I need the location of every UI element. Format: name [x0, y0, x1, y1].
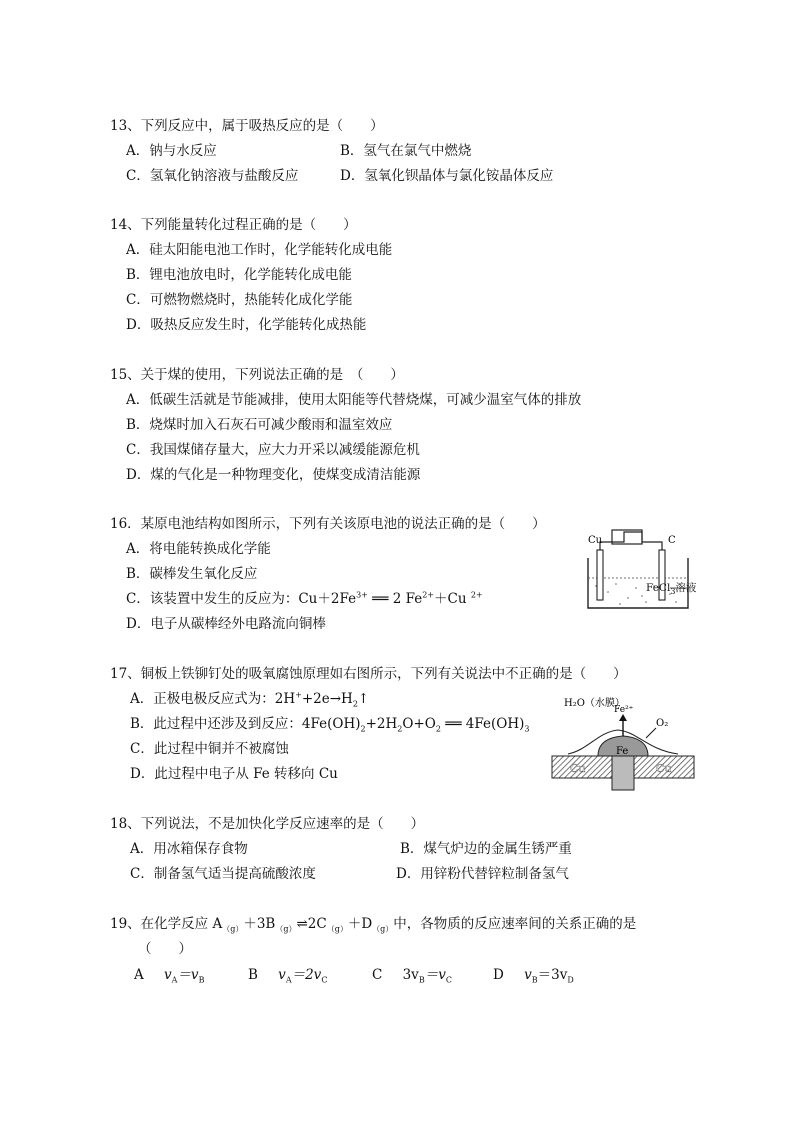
q19-answer-paren: （ ） [138, 941, 192, 957]
q17-o2-label: O₂ [656, 718, 669, 729]
q17-a-sup: + [295, 690, 302, 700]
q17-b-mid: +2H [365, 716, 398, 732]
q19-option-c-sub2: C [445, 975, 452, 985]
q17-b-sub1: 2 [360, 724, 366, 734]
q16-c-mid: ══ 2 Fe [367, 591, 423, 607]
q19-stem-g4: （g） [372, 924, 394, 934]
q17-b-sub4: 3 [524, 724, 530, 734]
q19-option-d [493, 969, 574, 983]
q18-option-b: B．煤气炉边的金属生锈严重 [400, 841, 572, 857]
q19-option-d-sub2: D [567, 975, 574, 985]
q16-c-mid2: ＋Cu [434, 591, 471, 607]
q16-cell-figure [584, 528, 714, 618]
q19-option-d-letter: D [493, 967, 504, 983]
q17-b-sub2: 2 [397, 724, 403, 734]
q17-water-label: H₂O（水膜） [564, 698, 625, 709]
q17-option-a [130, 690, 370, 709]
q17-b-sub3: 2 [435, 724, 441, 734]
q14-option-b: B．锂电池放电时，化学能转化成电能 [126, 267, 352, 283]
q19-option-c-expr: 3v [402, 967, 419, 983]
q15-option-d: D．煤的气化是一种物理变化，使煤变成清洁能源 [126, 467, 421, 483]
q19-option-a-eq: ＝v [177, 967, 199, 983]
q19-equilibrium-arrow: ⇌ [296, 916, 308, 932]
q16-solution-name: FeCl [646, 582, 671, 594]
q17-b-mid3: ══ 4Fe(OH) [440, 716, 525, 732]
q15-option-a: A．低碳生活就是节能减排，使用太阳能等代替烧煤，可减少温室气体的排放 [126, 392, 582, 408]
q14-option-a: A．硅太阳能电池工作时，化学能转化成电能 [126, 242, 393, 258]
q17-a-end: ↑ [357, 691, 370, 707]
q19-option-a-sub2: B [198, 975, 205, 985]
q19-option-a [134, 969, 204, 983]
q17-stem: 17、铜板上铁铆钉处的吸氧腐蚀原理如右图所示，下列有关说法中不正确的是（ ） [110, 666, 627, 682]
q17-option-b [130, 718, 529, 732]
q19-option-c-eq: ＝v [424, 967, 446, 983]
q16-option-d: D．电子从碳棒经外电路流向铜棒 [126, 616, 326, 632]
q18-option-d: D．用锌粉代替锌粒制备氢气 [396, 866, 569, 882]
q19-option-a-expr: v [164, 967, 172, 983]
q16-c-sup3: 2+ [470, 590, 483, 600]
q19-option-d-eq: ＝3v [537, 967, 568, 983]
q19-option-c-letter: C [372, 967, 383, 983]
q17-option-c: C．此过程中铜并不被腐蚀 [130, 741, 289, 757]
q19-option-d-sub1: B [531, 975, 538, 985]
q13-option-b: B．氢气在氯气中燃烧 [340, 143, 472, 159]
q13-stem: 13、下列反应中，属于吸热反应的是（ ） [110, 118, 384, 134]
q17-rivet-shank [612, 756, 634, 790]
q19-option-a-letter: A [134, 967, 144, 983]
q17-fe-label: Fe [616, 746, 629, 757]
q16-option-a: A．将电能转换成化学能 [126, 541, 271, 557]
q14-option-c: C．可燃物燃烧时，热能转化成化学能 [126, 292, 353, 308]
q19-stem-mid1: ＋3B [243, 916, 276, 932]
q19-stem-g1: （g） [222, 924, 244, 934]
q17-b-prefix: B．此过程中还涉及到反应：4Fe(OH) [130, 716, 361, 732]
q18-option-c: C．制备氢气适当提高硫酸浓度 [130, 866, 316, 882]
q17-a-sub: 2 [352, 699, 358, 709]
q13-option-d: D．氢氧化钡晶体与氯化铵晶体反应 [340, 168, 554, 184]
q17-fe-ion-label: Fe²⁺ [614, 705, 634, 715]
q18-stem: 18、下列说法，不是加快化学反应速率的是（ ） [110, 816, 425, 832]
q19-option-c-sub1: B [418, 975, 425, 985]
q19-stem-g2: （g） [275, 924, 297, 934]
q16-c-prefix: C．该装置中发生的反应为：Cu＋2Fe [126, 591, 357, 607]
q19-option-b-letter: B [248, 967, 258, 983]
q17-cu-left-label: Cu [570, 762, 586, 775]
q17-option-d: D．此过程中电子从 Fe 转移向 Cu [130, 766, 338, 782]
q14-stem: 14、下列能量转化过程正确的是（ ） [110, 217, 357, 233]
q19-option-b [248, 969, 327, 983]
q16-cu-label: Cu [588, 535, 603, 546]
q16-solution-suffix: 溶液 [675, 582, 697, 594]
q16-c-label: C [668, 535, 676, 546]
q19-stem-g3: （g） [326, 924, 348, 934]
q15-stem: 15、关于煤的使用，下列说法正确的是 （ ） [110, 367, 404, 383]
q16-option-c [126, 590, 483, 607]
q19-stem-mid3: ＋D [347, 916, 373, 932]
q15-option-c: C．我国煤储存量大，应大力开采以减缓能源危机 [126, 442, 420, 458]
q16-option-b: B．碳棒发生氧化反应 [126, 566, 258, 582]
q19-option-b-expr: v [278, 967, 286, 983]
q13-option-a: A．钠与水反应 [126, 143, 217, 159]
q16-solution-sub: 3 [670, 587, 676, 597]
q19-option-b-sub1: A [285, 975, 292, 985]
q17-a-suffix: +2e→H [301, 691, 353, 707]
q15-option-b: B．烧煤时加入石灰石可减少酸雨和温室效应 [126, 417, 393, 433]
q19-stem-prefix: 19、在化学反应 A [110, 916, 223, 932]
q17-corrosion-figure [548, 692, 698, 794]
q19-option-b-sub2: C [321, 975, 328, 985]
q17-cu-right-label: Cu [656, 762, 672, 775]
q19-stem [110, 918, 636, 932]
q16-c-sup1: 3+ [356, 590, 368, 600]
q19-stem-mid2: 2C [307, 916, 327, 932]
q19-option-b-eq: ＝2v [291, 967, 322, 983]
q16-c-sup2: 2+ [422, 590, 434, 600]
q16-cu-electrode [597, 550, 603, 600]
q18-option-a: A．用冰箱保存食物 [130, 841, 248, 857]
q14-option-d: D．吸热反应发生时，化学能转化成热能 [126, 317, 367, 333]
q19-option-c [372, 969, 452, 983]
q17-a-prefix: A．正极电极反应式为：2H [130, 691, 296, 707]
q19-option-a-sub1: A [171, 975, 178, 985]
q13-option-c: C．氢氧化钠溶液与盐酸反应 [126, 168, 299, 184]
q17-b-mid2: O+O [402, 716, 436, 732]
q16-solution-label [646, 582, 697, 597]
q19-option-d-expr: v [524, 967, 532, 983]
q16-stem: 16．某原电池结构如图所示，下列有关该原电池的说法正确的是（ ） [110, 516, 546, 532]
q19-stem-suffix: 中，各物质的反应速率间的关系正确的是 [393, 916, 637, 932]
